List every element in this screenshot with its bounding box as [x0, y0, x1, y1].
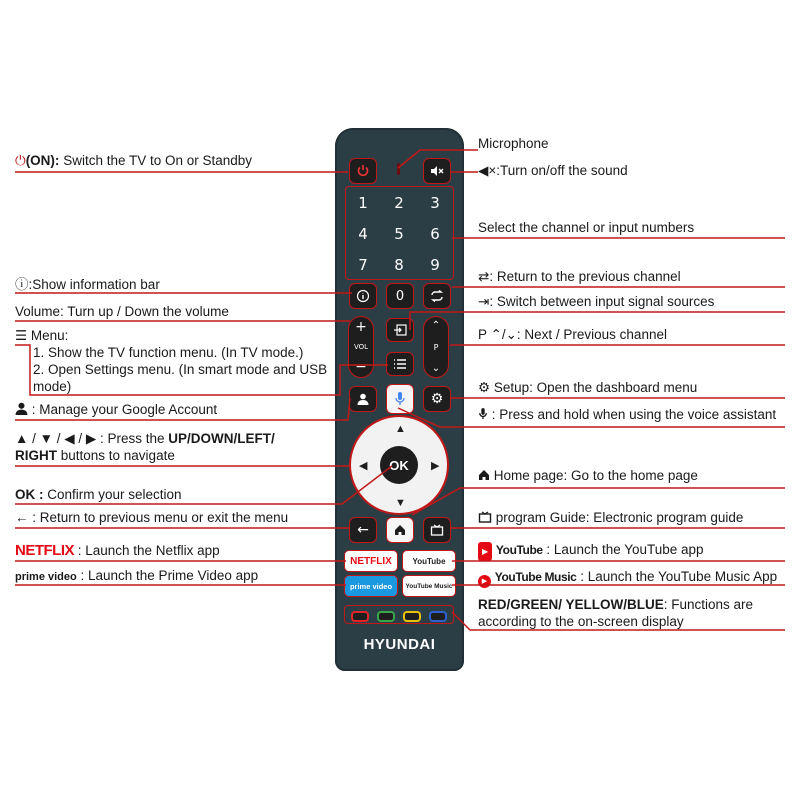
channel-down-icon[interactable]: ⌄: [431, 363, 441, 374]
label-navigate-bold2: RIGHT: [15, 448, 57, 463]
label-return: [478, 268, 681, 285]
menu-button[interactable]: [386, 352, 414, 376]
digit-2[interactable]: 2: [394, 194, 404, 212]
label-input-text: : Switch between input signal sources: [489, 294, 715, 309]
volume-down-icon[interactable]: −: [355, 359, 367, 375]
volume-up-icon[interactable]: +: [355, 319, 367, 335]
guide-icon: [478, 511, 492, 523]
youtube-music-icon: ▶: [478, 575, 491, 588]
label-home: [478, 467, 698, 484]
label-channel-text: : Next / Previous channel: [516, 327, 667, 342]
label-numbers: Select the channel or input numbers: [478, 220, 695, 235]
digit-0[interactable]: [386, 283, 414, 309]
yellow-key[interactable]: [403, 611, 421, 622]
digit-5[interactable]: 5: [394, 225, 404, 243]
red-key[interactable]: [351, 611, 369, 622]
label-menu-title: Menu:: [30, 328, 69, 343]
label-netflix: [15, 542, 220, 559]
p-label: P: [433, 342, 439, 352]
label-info-text: :Show information bar: [28, 277, 160, 292]
prime-logo: prime video: [15, 571, 77, 583]
power-button[interactable]: [349, 158, 377, 184]
info-button[interactable]: [349, 283, 377, 309]
digit-4[interactable]: 4: [358, 225, 368, 243]
label-menu-line1: 1. Show the TV function menu. (In TV mode.): [33, 345, 304, 360]
label-power-on: (ON):: [25, 153, 60, 168]
guide-icon: [430, 524, 444, 536]
label-home-text: Home page: Go to the home page: [493, 468, 698, 483]
vol-label: VOL: [353, 343, 369, 351]
label-navigate-post: buttons to navigate: [57, 448, 175, 463]
mute-icon: ◀×: [478, 163, 497, 178]
microphone-icon: [478, 407, 488, 421]
microphone-hole: [397, 163, 400, 175]
account-icon: [357, 393, 369, 405]
label-prime-text: : Launch the Prime Video app: [76, 568, 259, 583]
setup-icon: ⚙: [478, 380, 491, 395]
down-arrow-icon[interactable]: ▼: [395, 497, 406, 509]
digit-8[interactable]: 8: [394, 256, 404, 274]
digit-6[interactable]: 6: [430, 225, 440, 243]
label-info: [15, 276, 160, 293]
back-icon: ←: [357, 522, 369, 538]
label-voice-text: : Press and hold when using the voice assistant: [491, 407, 777, 422]
label-mute: [478, 162, 628, 179]
ok-button[interactable]: OK: [380, 446, 418, 484]
return-icon: ⇄: [478, 269, 490, 284]
dpad[interactable]: [349, 415, 449, 515]
left-arrow-icon[interactable]: ◀: [359, 460, 368, 472]
youtube-play-icon: ▶: [478, 542, 492, 561]
home-icon: [478, 469, 490, 481]
mute-button[interactable]: [423, 158, 451, 184]
label-ok-bold: OK :: [15, 487, 44, 502]
label-back-text: : Return to previous menu or exit the menu: [32, 510, 289, 525]
power-icon: ⏻: [15, 153, 26, 168]
label-menu: [15, 327, 353, 395]
label-microphone: Microphone: [478, 136, 549, 151]
green-key[interactable]: [377, 611, 395, 622]
home-icon: [394, 524, 406, 536]
prime-video-button[interactable]: prime video: [344, 575, 398, 597]
mute-icon: [430, 165, 444, 177]
digit-9[interactable]: 9: [430, 256, 440, 274]
home-button[interactable]: [386, 517, 414, 543]
back-icon: ←: [15, 510, 29, 525]
label-input: [478, 293, 714, 310]
return-icon: [430, 290, 444, 302]
netflix-logo: NETFLIX: [15, 542, 74, 559]
netflix-button[interactable]: NETFLIX: [344, 550, 398, 572]
label-account-text: : Manage your Google Account: [31, 402, 218, 417]
blue-key[interactable]: [429, 611, 447, 622]
account-button[interactable]: [349, 386, 377, 412]
channel-up-icon[interactable]: ⌃: [431, 320, 441, 331]
label-channel-p: P: [478, 327, 491, 342]
guide-button[interactable]: [423, 517, 451, 543]
channel-rocker[interactable]: [423, 316, 449, 378]
back-button[interactable]: [349, 517, 377, 543]
microphone-icon: [394, 391, 406, 407]
right-arrow-icon[interactable]: ▶: [431, 460, 440, 472]
input-icon: ⇥: [478, 294, 490, 309]
power-icon: [356, 164, 370, 178]
navigate-arrows-icon: ▲ / ▼ / ◀ / ▶: [15, 431, 97, 446]
youtube-music-button[interactable]: YouTube Music: [402, 575, 456, 597]
digit-7[interactable]: 7: [358, 256, 368, 274]
label-color-keys-text: : Functions are according to the on-screen display: [478, 597, 754, 629]
label-mute-text: :Turn on/off the sound: [496, 163, 628, 178]
voice-button[interactable]: [386, 384, 414, 414]
info-icon: ⓘ: [15, 277, 29, 292]
brand-logo: HYUNDAI: [363, 636, 436, 653]
youtube-button[interactable]: YouTube: [402, 550, 456, 572]
label-youtube: [478, 541, 704, 561]
label-color-keys: [478, 596, 794, 630]
up-arrow-icon[interactable]: ▲: [395, 423, 406, 435]
digit-1[interactable]: 1: [358, 194, 368, 212]
label-setup-text: Setup: Open the dashboard menu: [490, 380, 698, 395]
account-icon: [15, 402, 28, 415]
label-ytmusic-text: : Launch the YouTube Music App: [576, 569, 778, 584]
label-ok: [15, 486, 182, 503]
label-netflix-text: : Launch the Netflix app: [74, 543, 220, 558]
setup-icon: ⚙: [430, 391, 444, 407]
menu-icon: ☰: [15, 328, 28, 343]
label-return-text: : Return to the previous channel: [489, 269, 681, 284]
remote-control: [335, 128, 464, 671]
label-power-text: Switch the TV to On or Standby: [59, 153, 253, 168]
label-ok-text: Confirm your selection: [43, 487, 182, 502]
youtube-logo: YouTube: [495, 543, 543, 557]
setup-button[interactable]: [423, 386, 451, 412]
label-volume: Volume: Turn up / Down the volume: [15, 304, 229, 319]
return-button[interactable]: [423, 283, 451, 309]
input-button[interactable]: [386, 318, 414, 342]
label-prime: [15, 567, 258, 586]
digit-3[interactable]: 3: [430, 194, 440, 212]
label-guide: [478, 509, 743, 526]
label-color-keys-bold: RED/GREEN/ YELLOW/BLUE: [478, 597, 664, 612]
label-channel: [478, 326, 667, 343]
label-navigate-pre: : Press the: [96, 431, 169, 446]
channel-arrows-icon: ⌃/⌄: [490, 327, 517, 342]
label-navigate: [15, 430, 275, 464]
info-icon: [356, 289, 370, 303]
label-ytmusic: [478, 568, 777, 588]
label-account: [15, 401, 217, 418]
digit-0-label: 0: [395, 288, 405, 304]
label-voice: [478, 406, 776, 423]
label-guide-text: program Guide: Electronic program guide: [495, 510, 744, 525]
input-icon: [393, 324, 407, 336]
menu-icon: [393, 358, 407, 370]
label-menu-line2: 2. Open Settings menu. (In smart mode and USB mode): [33, 362, 328, 394]
label-setup: [478, 379, 697, 396]
youtube-music-logo: YouTube Music: [494, 570, 577, 584]
label-power: [15, 152, 252, 169]
label-youtube-text: : Launch the YouTube app: [542, 542, 704, 557]
label-navigate-bold1: UP/DOWN/LEFT/: [168, 431, 275, 446]
label-back: [15, 509, 288, 526]
